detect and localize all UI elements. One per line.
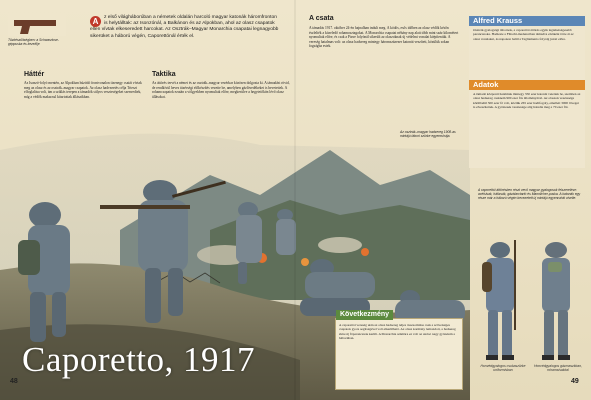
adatok-title: Adatok [469, 80, 585, 90]
uniform-figure-1 [482, 240, 516, 360]
csata-text: A támadás 1917. október 24-én hajnalban indult meg. A ködös, esős időben az olasz védők későn észlelték a közeledő rohamosztagokat. A Monarchia csapatai néhány nap alatt több mint száz kilométert nyomultak előre, és csak a Piave folyónál sikerült az olaszoknak új védelmi vonalat kiépíteniük. A vereség hatalmas volt: az olasz hadsereg mintegy háromszázezer katonát veszített, közülük sokan fogságba estek. [309, 26, 459, 49]
page-number-right: 49 [571, 378, 579, 385]
adatok-box [469, 80, 585, 168]
kovetkezmeny-title: Következmény [336, 310, 393, 320]
dropcap: A [90, 16, 101, 27]
alfred-krauss-title: Alfred Krauss [469, 16, 585, 26]
alfred-krauss-text: Osztrák gyalogsági tábornok, a caporettói áttörés egyik legtehetségesebb parancsnoka. Hadteste a Flitschi-medencében támadva elsőként törte át az olasz vonalakat, és napokon belül a Tagliamento folyóig jutott előre. [469, 26, 585, 82]
taktika-text: Az áttörés tervét a német és az osztrák–magyar vezérkar közösen dolgozta ki. A támadást rövid, de rendkívül heves tüzérségi előkészítés vezette be, amelyben gázlövedékeket is bevetettek. A rohamcsapatok ezután a völgyekben nyomultak előre, megkerülve a hegytetőkön lévő olasz állásokat. [152, 81, 290, 99]
uniform-figure-2 [542, 242, 570, 360]
adatok-text: A támadó központi hatalmak mintegy 350 ezer katonát vetettek be, szemben az olasz hadsereg csaknem 900 ezer fős állományával. Az olaszok vesztesége körülbelül 300 ezer fő volt, köztük 265 ezer hadifogoly, emellett 3000 löveget is elveszítettek. A győztesek vesztesége alig haladta meg a 70 ezer főt. [469, 90, 585, 168]
kovetkezmeny-text: A caporettói vereség után az olasz hadsereg teljes összeomlása csak a szövetséges csapatok gyors segítségével volt elkerülhető. Az olasz kormány lemondott, a hadsereg élére új főparancsnok került. A Monarchia számára ez volt az utolsó nagy győzelem a háborúban. [339, 323, 456, 340]
soldiers-caption: A caporettói áttörésben részt vevő magyar gyalogosok felszerelése: acélsisak, hátizsák, gázálarctartó és Mannlicher-puska. A katonák egy része már a háború végén bevezetett új mintájú egyenruhát viselte. [478, 188, 581, 200]
hatter-text: Az Isonzó-folyó mentén, az Alpokban húzódó frontvonalon tizenegy csatát vívtak meg az olasz és az osztrák–magyar csapatok. Az olasz hadvezetés célja Trieszt elfoglalása volt, ám a sziklás terepen a támadók súlyos veszteségeket szenvedtek, míg a védők makacsul kitartottak állásaikban. [24, 81, 142, 99]
pistol-image [8, 14, 66, 36]
intro-paragraph: A z első világháborúban a németek oldalán harcoló magyar katonák háromfronton is helytálltak: az Isonzónál, a Balkánon és az Alpokban, ahol az olasz csapatok ellen vívtak elkeseredett harcokat. Az Osztrák–Magyar Monarchia csapatai legnagyobb sikerüket a háború végén, Caporettónál érték el. [90, 15, 279, 39]
page-number-left: 48 [10, 378, 18, 385]
soldier1-caption: Honvédgyalogos csukaszürke uniformisban [480, 364, 526, 372]
page-title: Caporetto, 1917 [22, 340, 256, 379]
hatter-heading: Háttér [24, 71, 45, 78]
uniform-note: Az osztrák–magyar hadsereg 1908-as mintájú tábori szürke egyenruhája. [400, 130, 456, 138]
alfred-krauss-box [469, 16, 585, 82]
taktika-heading: Taktika [152, 71, 176, 78]
pistol-caption: Tűzkészültségben: a Schwarzlose-géppuska és kezelője [8, 38, 59, 46]
csata-heading: A csata [309, 15, 334, 22]
kovetkezmeny-box [335, 311, 463, 390]
soldier2-caption: Honvédgyalogos gázmaszkban, rohamsisakkal [533, 364, 583, 372]
